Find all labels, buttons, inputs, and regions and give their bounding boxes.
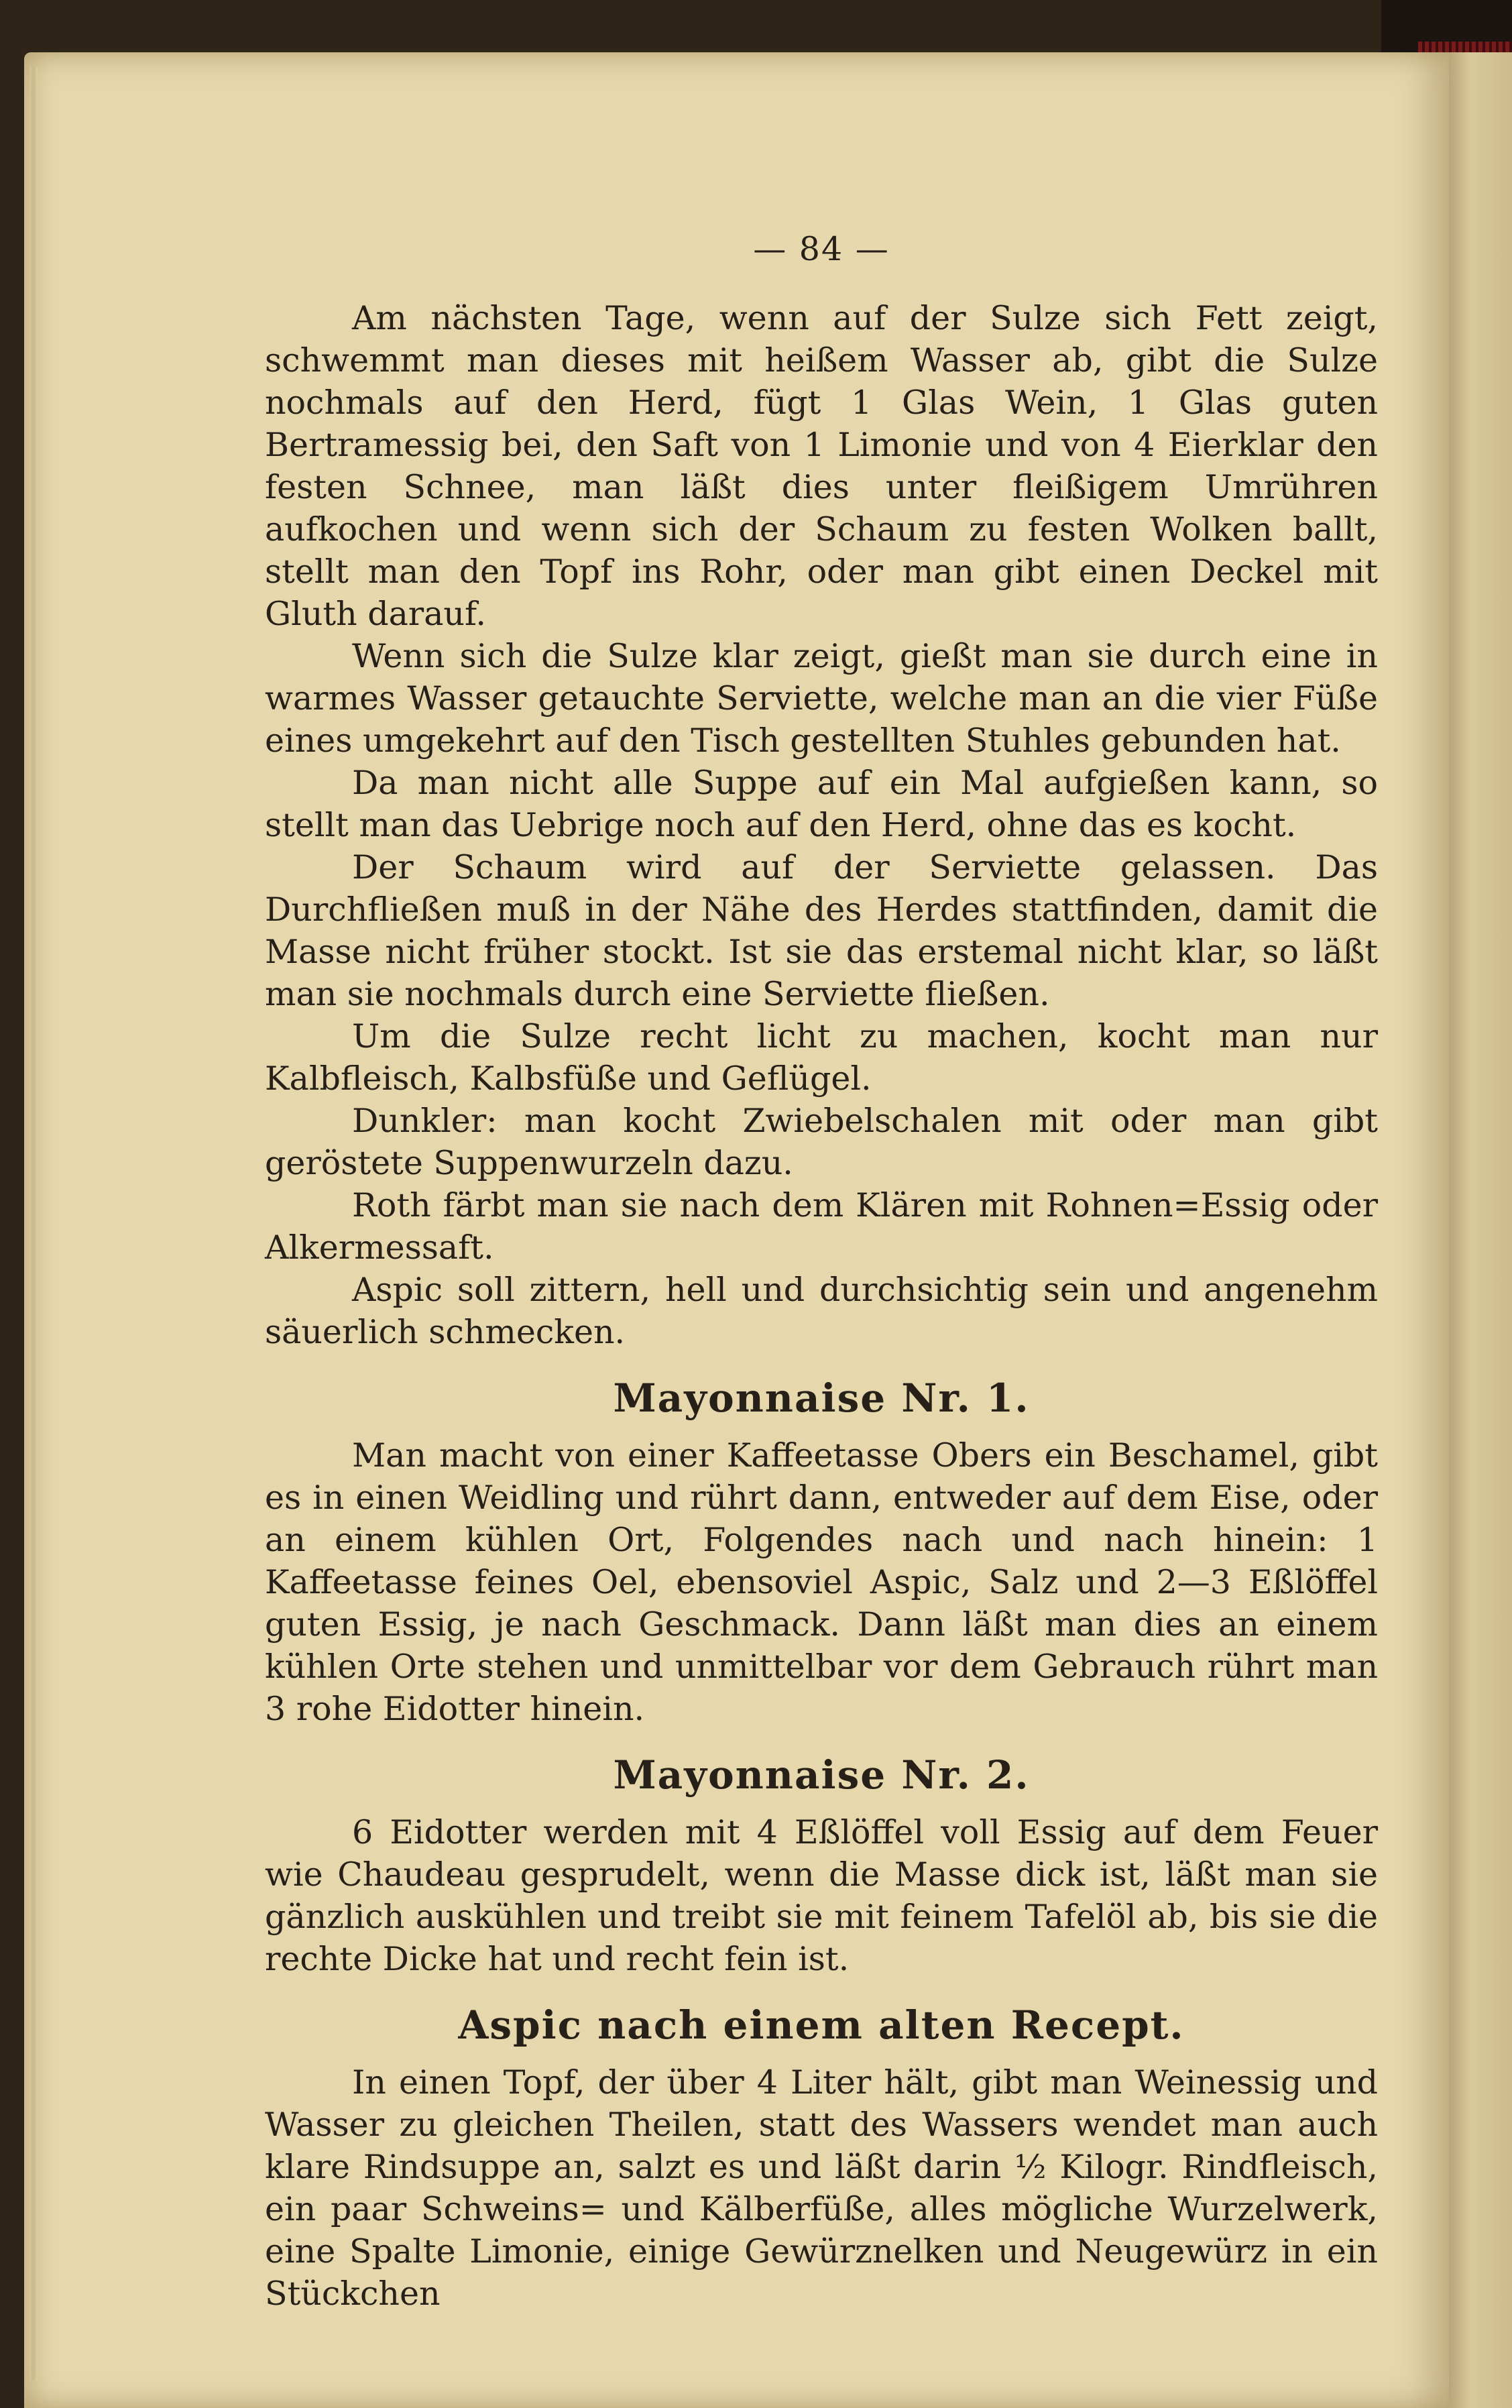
section-heading: Mayonnaise Nr. 1. xyxy=(613,1375,1030,1421)
next-page-edge xyxy=(1449,52,1512,2408)
paragraph: Am nächsten Tage, wenn auf der Sulze sich Fett zeigt, schwemmt man dieses mit heißem Wasser ab, gibt die Sulze nochmals auf den Herd, fügt 1 Glas Wein, 1 Glas guten Bertramessig bei, den Saft von 1 Limonie und von 4 Eierklar den festen Schnee, man läßt dies unter fleißigem Umrühren aufkochen und wenn sich der Schaum zu festen Wolken ballt, stellt man den Topf ins Rohr, oder man gibt einen Deckel mit Gluth darauf. xyxy=(265,299,1378,633)
paragraph: Wenn sich die Sulze klar zeigt, gießt man sie durch eine in warmes Wasser getauchte Serviette, welche man an die vier Füße eines umgekehrt auf den Tisch gestellten Stuhles gebunden hat. xyxy=(265,637,1378,760)
section-heading: Mayonnaise Nr. 2. xyxy=(613,1752,1030,1798)
paragraph: Roth färbt man sie nach dem Klären mit Rohnen=Essig oder Alkermessaft. xyxy=(265,1186,1378,1267)
paragraph: Da man nicht alle Suppe auf ein Mal aufgießen kann, so stellt man das Uebrige noch auf den Herd, ohne das es kocht. xyxy=(265,764,1378,844)
paragraph: Der Schaum wird auf der Serviette gelassen. Das Durchfließen muß in der Nähe des Herdes stattfinden, damit die Masse nicht früher stockt. Ist sie das erstemal nicht klar, so läßt man sie nochmals durch eine Serviette fließen. xyxy=(265,848,1378,1013)
paragraph: Man macht von einer Kaffeetasse Obers ein Beschamel, gibt es in einen Weidling und rührt dann, entweder auf dem Eise, oder an einem kühlen Ort, Folgendes nach und nach hinein: 1 Kaffeetasse feines Oel, ebensoviel Aspic, Salz und 2—3 Eßlöffel guten Essig, je nach Geschmack. Dann läßt man dies an einem kühlen Orte stehen und unmittelbar vor dem Gebrauch rührt man 3 rohe Eidotter hinein. xyxy=(265,1436,1378,1728)
paragraph: 6 Eidotter werden mit 4 Eßlöffel voll Essig auf dem Feuer wie Chaudeau gesprudelt, wenn die Masse dick ist, läßt man sie gänzlich auskühlen und treibt sie mit feinem Tafelöl ab, bis sie die rechte Dicke hat und recht fein ist. xyxy=(265,1813,1378,1978)
binding-gutter xyxy=(30,67,38,2381)
paragraph: Dunkler: man kocht Zwiebelschalen mit oder man gibt geröstete Suppenwurzeln dazu. xyxy=(265,1102,1378,1182)
page-text xyxy=(265,228,1378,2315)
paragraph: Um die Sulze recht licht zu machen, kocht man nur Kalbfleisch, Kalbsfüße und Geflügel. xyxy=(265,1017,1378,1098)
paragraph: Aspic soll zittern, hell und durchsichtig sein und angenehm säuerlich schmecken. xyxy=(265,1271,1378,1351)
page-number: — 84 — xyxy=(753,230,890,268)
section-heading: Aspic nach einem alten Recept. xyxy=(458,2002,1185,2048)
paragraph: In einen Topf, der über 4 Liter hält, gibt man Weinessig und Wasser zu gleichen Theilen, statt des Wassers wendet man auch klare Rindsuppe an, salzt es und läßt darin ½ Kilogr. Rindfleisch, ein paar Schweins= und Kälberfüße, alles mögliche Wurzelwerk, eine Spalte Limonie, einige Gewürznelken und Neugewürz in ein Stückchen xyxy=(265,2063,1378,2313)
